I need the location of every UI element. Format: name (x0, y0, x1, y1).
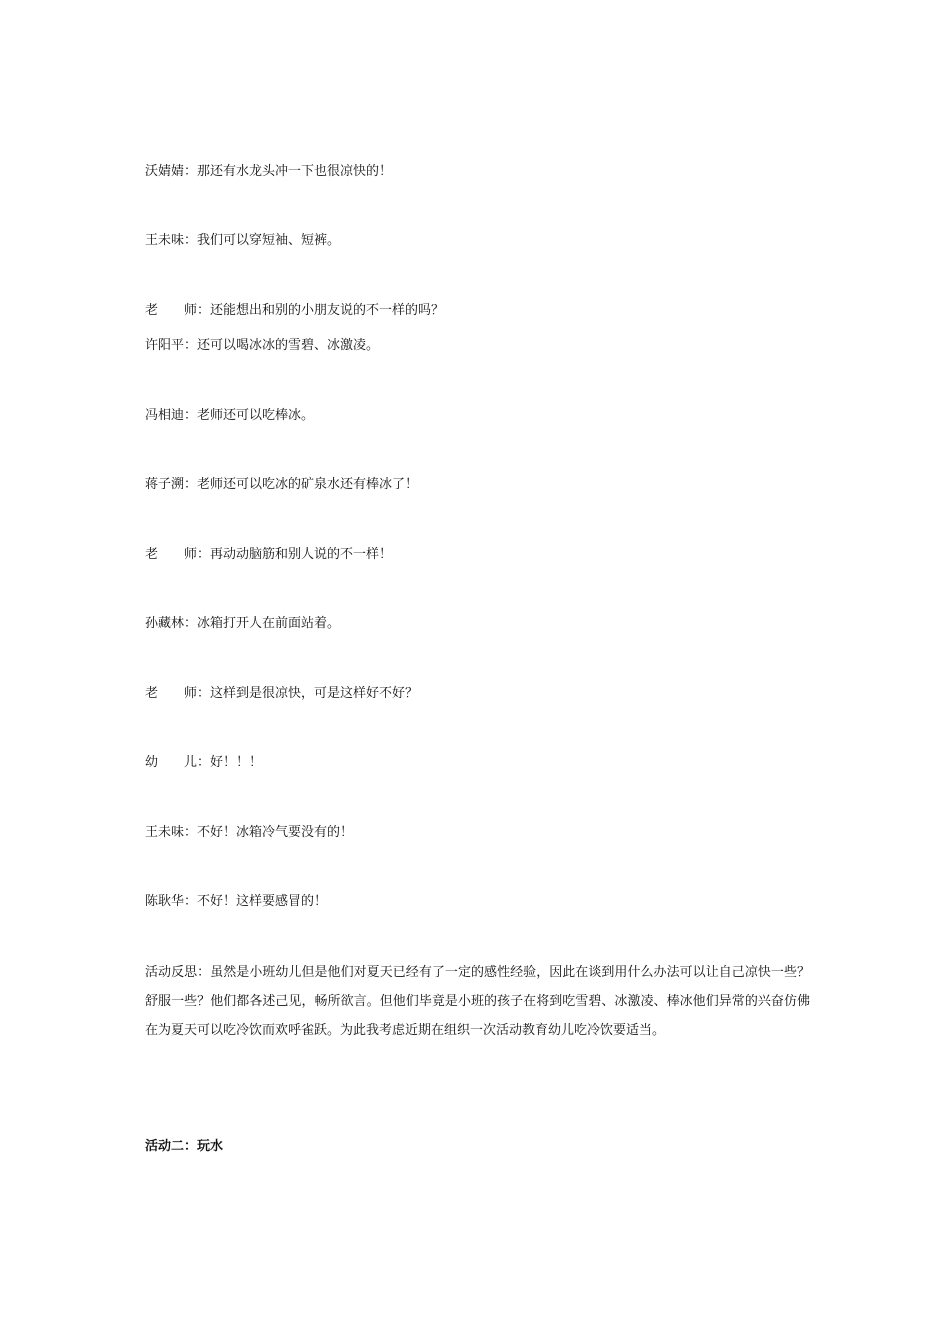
section-heading: 活动二：玩水 (145, 1139, 224, 1154)
dialogue-line: 王未味：不好！冰箱冷气要没有的！ (145, 825, 354, 840)
dialogue-line: 幼 儿：好！！！ (145, 755, 263, 770)
dialogue-line: 蒋子溯：老师还可以吃冰的矿泉水还有棒冰了！ (145, 477, 419, 492)
dialogue-line: 老 师：再动动脑筋和别人说的不一样！ (145, 547, 393, 562)
dialogue-line: 许阳平：还可以喝冰冰的雪碧、冰激凌。 (145, 338, 380, 353)
dialogue-line: 沃婧婧：那还有水龙头冲一下也很凉快的！ (145, 164, 393, 179)
dialogue-line: 冯相迪：老师还可以吃棒冰。 (145, 408, 315, 423)
dialogue-line: 陈耿华：不好！这样要感冒的！ (145, 894, 328, 909)
dialogue-line: 老 师：这样到是很凉快，可是这样好不好？ (145, 686, 419, 701)
dialogue-line: 老 师：还能想出和别的小朋友说的不一样的吗？ (145, 303, 445, 318)
dialogue-line: 孙藏林：冰箱打开人在前面站着。 (145, 616, 341, 631)
activity-reflection: 活动反思：虽然是小班幼儿但是他们对夏天已经有了一定的感性经验，因此在谈到用什么办法可以让自己凉快一些？舒服一些？他们都各述己见，畅所欲言。但他们毕竟是小班的孩子在将到吃雪碧、冰激凌、棒冰他们异常的兴奋仿佛在为夏天可以吃冷饮而欢呼雀跃。为此我考虑近期在组织一次活动教育幼儿吃冷饮要适当。 (145, 965, 810, 1038)
dialogue-line: 王未味：我们可以穿短袖、短裤。 (145, 233, 341, 248)
